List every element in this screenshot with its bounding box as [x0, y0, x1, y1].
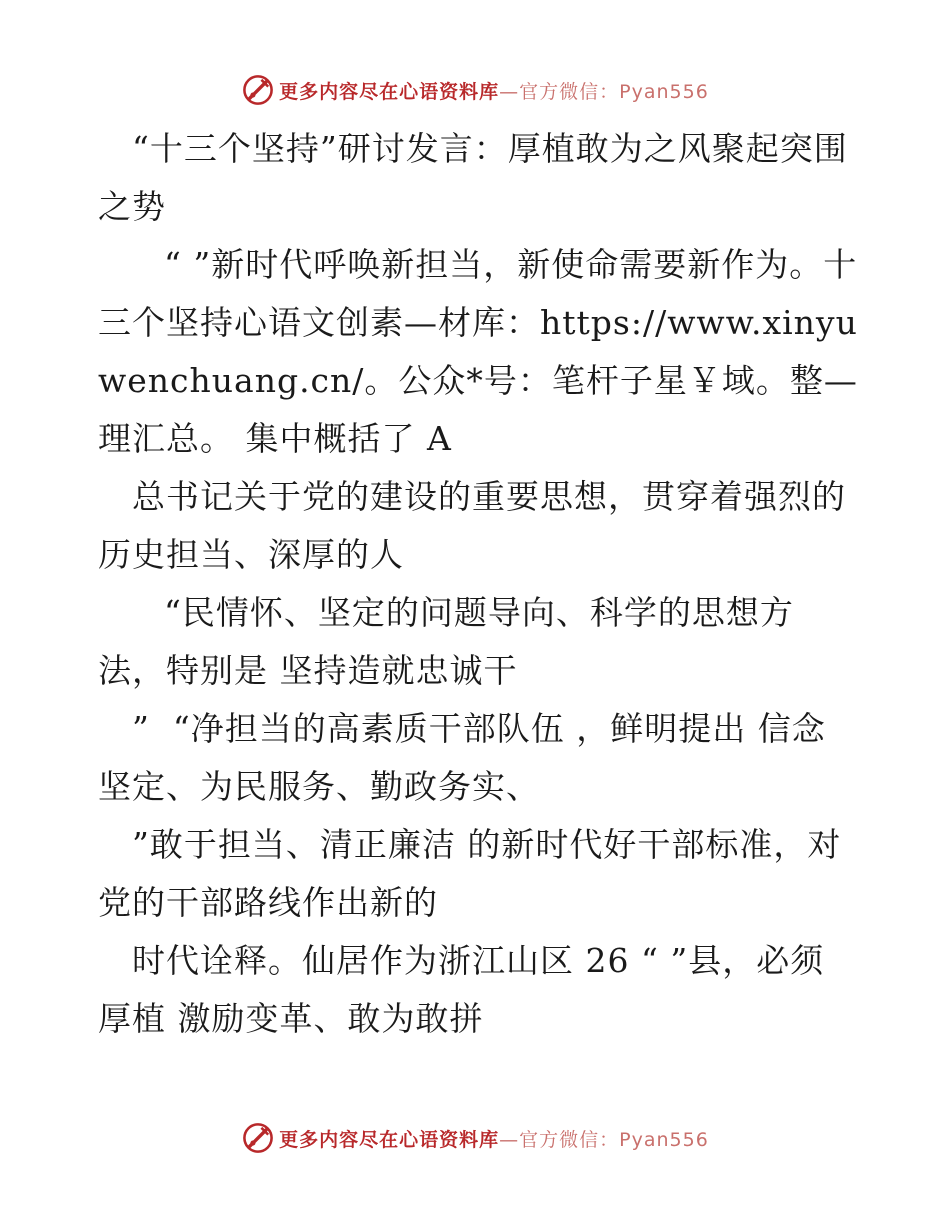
- document-body: [98, 120, 858, 1048]
- brand-logo-icon: [241, 73, 275, 107]
- paragraph-5: ”敢于担当、清正廉洁 的新时代好干部标准，对党的干部路线作出新的: [98, 825, 842, 922]
- footer-wechat-text: —官方微信：Pyan556: [499, 1128, 709, 1151]
- document-title: “十三个坚持”研讨发言：厚植敢为之风聚起突围之势: [98, 129, 848, 226]
- paragraph-1: “ ”新时代呼唤新担当，新使命需要新作为。十三个坚持心语文创素—材库：https://www.xinyuwenchuang.cn/。公众*号：笔杆子星￥域。整—理汇总。 集中概括了 A: [98, 245, 858, 458]
- paragraph-2: 总书记关于党的建设的重要思想，贯穿着强烈的历史担当、深厚的人: [98, 477, 846, 574]
- brand-logo-icon: [241, 1121, 275, 1155]
- footer-brand-text: 更多内容尽在心语资料库: [279, 1128, 500, 1151]
- header-brand-text: 更多内容尽在心语资料库: [279, 80, 500, 103]
- footer-banner: [0, 1118, 950, 1158]
- paragraph-3: “民情怀、坚定的问题导向、科学的思想方法，特别是 坚持造就忠诚干: [98, 593, 794, 690]
- paragraph-4: ” “净担当的高素质干部队伍 ，鲜明提出 信念坚定、为民服务、勤政务实、: [98, 709, 826, 806]
- header-wechat-text: —官方微信：Pyan556: [499, 80, 709, 103]
- paragraph-6: 时代诠释。仙居作为浙江山区 26 “ ”县，必须厚植 激励变革、敢为敢拼: [98, 941, 825, 1038]
- header-banner: [0, 70, 950, 110]
